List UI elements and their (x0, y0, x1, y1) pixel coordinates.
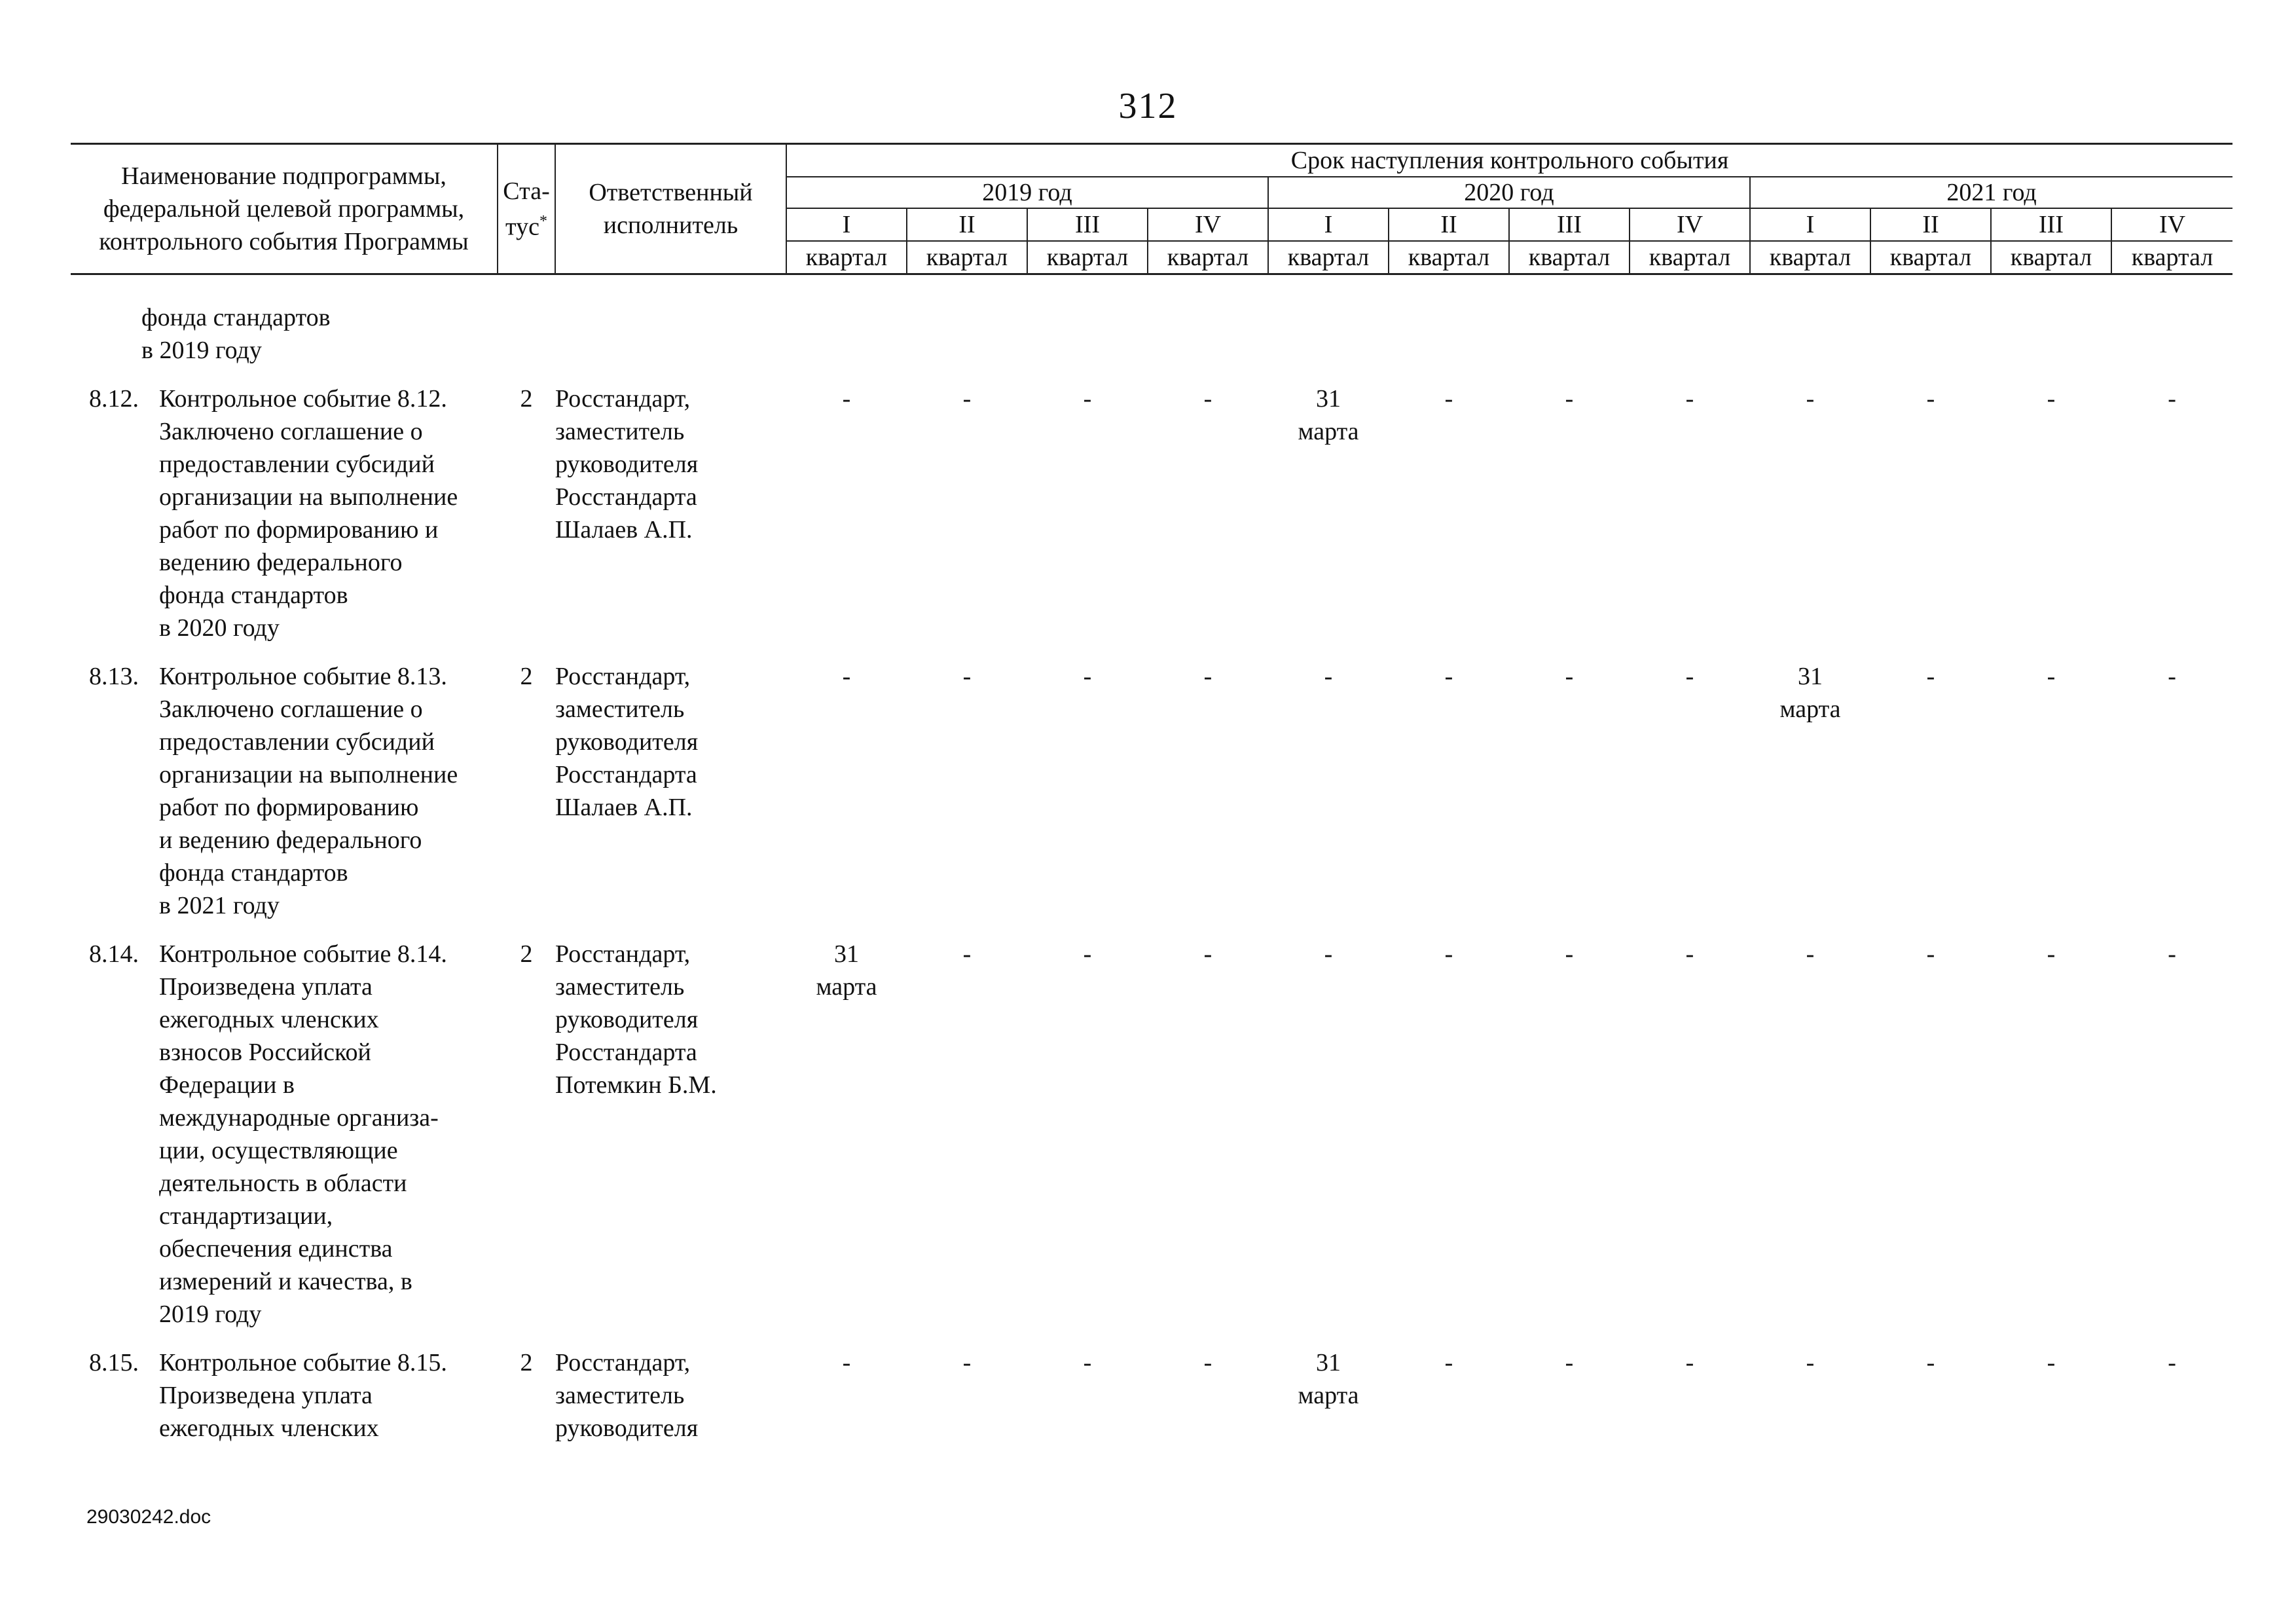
executor-line: Росстандарт, (555, 385, 691, 413)
event-name-line: предоставлении субсидий (159, 728, 435, 756)
table-row (71, 938, 2232, 1331)
quarter-label: квартал (907, 240, 1027, 273)
executor-line: Шалаев А.П. (555, 516, 693, 544)
quarter-value: - (1806, 1349, 1815, 1376)
quarter-number: IV (1676, 211, 1704, 238)
quarter-value: - (1685, 940, 1694, 968)
executor-line: заместитель (555, 973, 685, 1001)
quarter-number: I (842, 211, 851, 238)
quarter-value: - (1806, 940, 1815, 968)
quarter-value: - (842, 663, 851, 690)
quarter-value: - (2047, 663, 2056, 690)
executor-line: Росстандарта (555, 761, 697, 788)
quarter-value: - (1083, 1349, 1092, 1376)
quarter-value: - (1565, 1349, 1574, 1376)
quarter-label: квартал (1992, 240, 2111, 273)
quarter-label: квартал (1269, 240, 1388, 273)
executor-line: заместитель (555, 1382, 685, 1409)
quarter-value: - (2047, 940, 2056, 968)
quarter-value: - (1806, 385, 1815, 413)
quarter-header (1027, 208, 1148, 274)
quarter-value: - (1083, 940, 1092, 968)
executor-cell (555, 1346, 786, 1445)
year-header: 2021 год (1750, 177, 2232, 208)
event-name-line: фонда стандартов (159, 581, 348, 609)
quarter-value: 31 марта (1298, 1349, 1359, 1409)
event-name-line: Контрольное событие 8.14. (159, 940, 447, 968)
quarter-value: - (1324, 940, 1333, 968)
quarter-value: - (1203, 1349, 1212, 1376)
event-name-line: ции, осуществляющие (159, 1137, 398, 1164)
event-number: 8.12. (89, 385, 139, 413)
quarter-value: - (962, 385, 972, 413)
control-events-table (71, 143, 2232, 1460)
quarter-value: - (2168, 385, 2176, 413)
status-cell: 2 (520, 940, 533, 968)
executor-line: Шалаев А.П. (555, 794, 693, 821)
event-name-line: деятельность в области (159, 1170, 407, 1197)
quarter-number: IV (1194, 211, 1222, 238)
quarter-value: - (1926, 385, 1935, 413)
quarter-label: квартал (1751, 240, 1870, 273)
quarter-value: - (2168, 940, 2176, 968)
table-row (71, 1346, 2232, 1445)
quarter-label: квартал (1389, 240, 1508, 273)
executor-line: Росстандарта (555, 483, 697, 511)
status-cell: 2 (520, 1349, 533, 1376)
continuation-row (71, 301, 2232, 367)
event-name-line: стандартизации, (159, 1202, 333, 1230)
quarter-value: 31 марта (816, 940, 877, 1001)
event-name-line: измерений и качества, в (159, 1268, 412, 1295)
table-row (71, 382, 2232, 644)
quarter-header (1148, 208, 1268, 274)
event-name-line: взносов Российской (159, 1039, 371, 1066)
year-header: 2020 год (1268, 177, 1750, 208)
quarter-header (907, 208, 1027, 274)
quarter-header (1268, 208, 1389, 274)
event-name-line: организации на выполнение (159, 761, 458, 788)
quarter-header (1389, 208, 1509, 274)
event-number: 8.13. (89, 663, 139, 690)
executor-line: Росстандарта (555, 1039, 697, 1066)
status-footnote-mark: * (539, 212, 547, 230)
executor-line: заместитель (555, 418, 685, 445)
executor-line: Росстандарт, (555, 663, 691, 690)
continuation-line: в 2019 году (141, 337, 262, 364)
event-name-cell (71, 660, 498, 922)
event-name-cell (71, 382, 498, 644)
event-name-line: Контрольное событие 8.13. (159, 663, 447, 690)
quarter-value: - (1203, 385, 1212, 413)
footer-filename: 29030242.doc (86, 1506, 211, 1528)
quarter-value: - (1565, 940, 1574, 968)
event-number: 8.15. (89, 1349, 139, 1376)
executor-line: руководителя (555, 451, 699, 478)
quarter-value: - (1444, 1349, 1453, 1376)
table-body (71, 274, 2232, 1461)
quarter-header (2111, 208, 2232, 274)
quarter-value: - (962, 940, 972, 968)
table-header (71, 144, 2232, 274)
event-name-line: и ведению федерального (159, 826, 422, 854)
quarter-value: 31 марта (1779, 663, 1841, 723)
quarter-value: - (1926, 1349, 1935, 1376)
executor-cell (555, 938, 786, 1331)
quarter-value: - (1926, 940, 1935, 968)
quarter-value: - (1444, 940, 1453, 968)
name-column-header: Наименование подпрограммы, федеральной целевой программы, контрольного события Программы (71, 144, 498, 274)
executor-line: Росстандарт, (555, 1349, 691, 1376)
page-number: 312 (1118, 86, 1178, 126)
quarter-number: III (1557, 211, 1582, 238)
quarter-value: - (1685, 385, 1694, 413)
quarter-value: - (1324, 663, 1333, 690)
event-name-line: организации на выполнение (159, 483, 458, 511)
quarter-label: квартал (1148, 240, 1267, 273)
quarter-label: квартал (1510, 240, 1629, 273)
event-name-line: ежегодных членских (159, 1006, 379, 1033)
event-name-line: предоставлении субсидий (159, 451, 435, 478)
event-name-line: фонда стандартов (159, 859, 348, 887)
event-name-line: 2019 году (159, 1301, 262, 1328)
quarter-label: квартал (1630, 240, 1749, 273)
event-name-line: Федерации в (159, 1071, 295, 1099)
quarter-number: II (1440, 211, 1457, 238)
quarter-number: III (2039, 211, 2064, 238)
quarter-header (1870, 208, 1991, 274)
quarter-value: - (1926, 663, 1935, 690)
table-row (71, 660, 2232, 922)
status-cell: 2 (520, 385, 533, 413)
executor-line: руководителя (555, 1006, 699, 1033)
quarter-number: II (1922, 211, 1939, 238)
quarter-value: - (2168, 1349, 2176, 1376)
executor-cell (555, 382, 786, 644)
quarter-header (1750, 208, 1870, 274)
quarter-value: - (1685, 663, 1694, 690)
quarter-number: IV (2159, 211, 2186, 238)
continuation-line: фонда стандартов (141, 304, 331, 331)
event-name-line: Произведена уплата (159, 1382, 373, 1409)
quarter-value: - (2047, 1349, 2056, 1376)
quarter-label: квартал (1871, 240, 1990, 273)
executor-line: руководителя (555, 1414, 699, 1442)
status-column-header (498, 144, 555, 274)
quarter-value: - (1565, 385, 1574, 413)
quarter-number: II (958, 211, 975, 238)
event-name-line: Заключено соглашение о (159, 695, 423, 723)
event-number: 8.14. (89, 940, 139, 968)
executor-column-header: Ответственный исполнитель (555, 144, 786, 274)
quarter-value: - (1083, 663, 1092, 690)
quarter-value: - (1203, 940, 1212, 968)
event-name-cell (71, 1346, 498, 1445)
status-header-line1: Ста- (503, 177, 550, 205)
event-name-line: в 2021 году (159, 892, 280, 919)
quarter-value: - (1203, 663, 1212, 690)
quarter-value: - (1685, 1349, 1694, 1376)
event-name-cell (71, 938, 498, 1331)
quarter-value: - (1565, 663, 1574, 690)
executor-cell (555, 660, 786, 922)
quarter-value: - (962, 1349, 972, 1376)
quarter-value: 31 марта (1298, 385, 1359, 445)
quarter-header (1509, 208, 1630, 274)
continuation-cell (71, 301, 498, 367)
quarter-header (786, 208, 907, 274)
deadline-header: Срок наступления контрольного события (786, 144, 2232, 177)
executor-line: Росстандарт, (555, 940, 691, 968)
event-name-line: ведению федерального (159, 549, 403, 576)
event-name-line: Контрольное событие 8.12. (159, 385, 447, 413)
event-name-line: в 2020 году (159, 614, 280, 642)
quarter-value: - (962, 663, 972, 690)
event-name-line: Контрольное событие 8.15. (159, 1349, 447, 1376)
quarter-number: I (1324, 211, 1333, 238)
event-name-line: Произведена уплата (159, 973, 373, 1001)
event-name-line: работ по формированию и (159, 516, 439, 544)
quarter-value: - (1444, 385, 1453, 413)
quarter-value: - (2047, 385, 2056, 413)
quarter-value: - (842, 385, 851, 413)
quarter-value: - (2168, 663, 2176, 690)
quarter-number: III (1075, 211, 1100, 238)
event-name-line: обеспечения единства (159, 1235, 393, 1263)
quarter-label: квартал (787, 240, 906, 273)
quarter-label: квартал (1028, 240, 1147, 273)
quarter-value: - (842, 1349, 851, 1376)
quarter-header (1630, 208, 1750, 274)
executor-line: Потемкин Б.М. (555, 1071, 717, 1099)
quarter-number: I (1806, 211, 1815, 238)
executor-line: руководителя (555, 728, 699, 756)
event-name-line: Заключено соглашение о (159, 418, 423, 445)
event-name-line: работ по формированию (159, 794, 419, 821)
year-header: 2019 год (786, 177, 1268, 208)
quarter-value: - (1444, 663, 1453, 690)
quarter-label: квартал (2112, 240, 2232, 273)
quarter-header (1991, 208, 2111, 274)
event-name-line: ежегодных членских (159, 1414, 379, 1442)
executor-line: заместитель (555, 695, 685, 723)
status-header-line2: тус (505, 213, 539, 241)
event-name-line: международные организа- (159, 1104, 439, 1132)
status-cell: 2 (520, 663, 533, 690)
quarter-value: - (1083, 385, 1092, 413)
